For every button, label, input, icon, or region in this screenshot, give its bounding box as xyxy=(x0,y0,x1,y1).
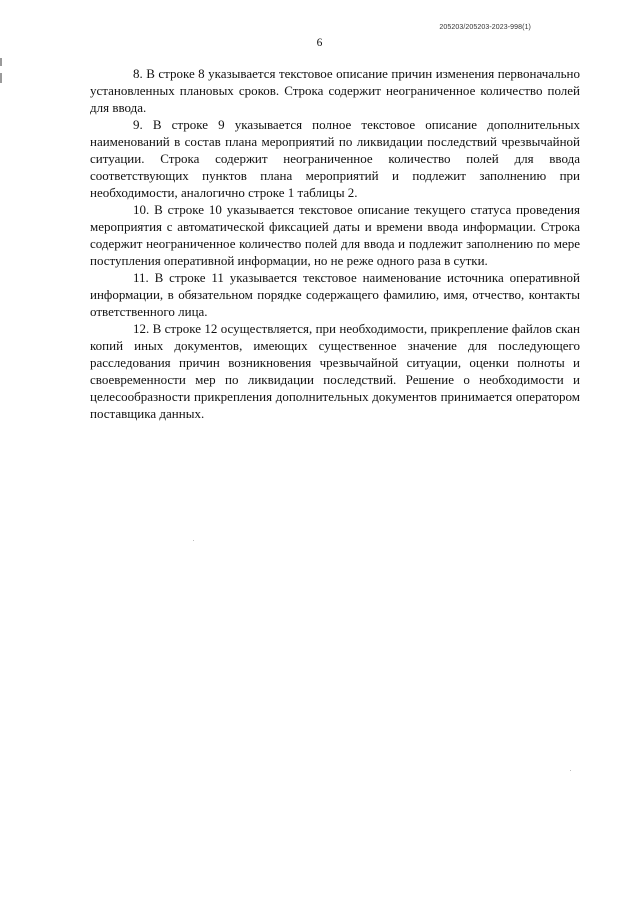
paragraph-12: 12. В строке 12 осуществляется, при необходимости, прикрепление файлов скан копий иных документов, имеющих существенное значение для последующего расследования причин возникновения чрезвычайной ситуации, оценки полноты и своевременности мер по ликвидации последствий. Решение о необходимости и целесообразности прикрепления дополнительных документов принимается оператором поставщика данных. xyxy=(90,321,580,421)
paragraph-9: 9. В строке 9 указывается полное текстовое описание дополнительных наименований в состав плана мероприятий по ликвидации последствий чрезвычайной ситуации. Строка содержит неограниченное количество полей для ввода соответствующих пунктов плана мероприятий и подлежит заполнению при необходимости, аналогично строке 1 таблицы 2. xyxy=(90,117,580,200)
paragraph-8: 8. В строке 8 указывается текстовое описание причин изменения первоначально установленных плановых сроков. Строка содержит неограниченное количество полей для ввода. xyxy=(90,66,580,115)
scan-margin-mark xyxy=(0,73,2,83)
document-id: 205203/205203-2023-998(1) xyxy=(439,24,531,31)
page-number: 6 xyxy=(316,37,323,49)
paragraph-11: 11. В строке 11 указывается текстовое наименование источника оперативной информации, в обязательном порядке содержащего фамилию, имя, отчество, контакты ответственного лица. xyxy=(90,270,580,319)
document-body xyxy=(90,65,580,422)
scan-speck xyxy=(570,770,571,771)
paragraph-10: 10. В строке 10 указывается текстовое описание текущего статуса проведения мероприятия с автоматической фиксацией даты и времени ввода информации. Строка содержит неограниченное количество полей для ввода и подлежит заполнению по мере поступления оперативной информации, но не реже одного раза в сутки. xyxy=(90,202,580,268)
scan-margin-mark xyxy=(0,58,2,66)
scan-speck xyxy=(193,540,194,541)
